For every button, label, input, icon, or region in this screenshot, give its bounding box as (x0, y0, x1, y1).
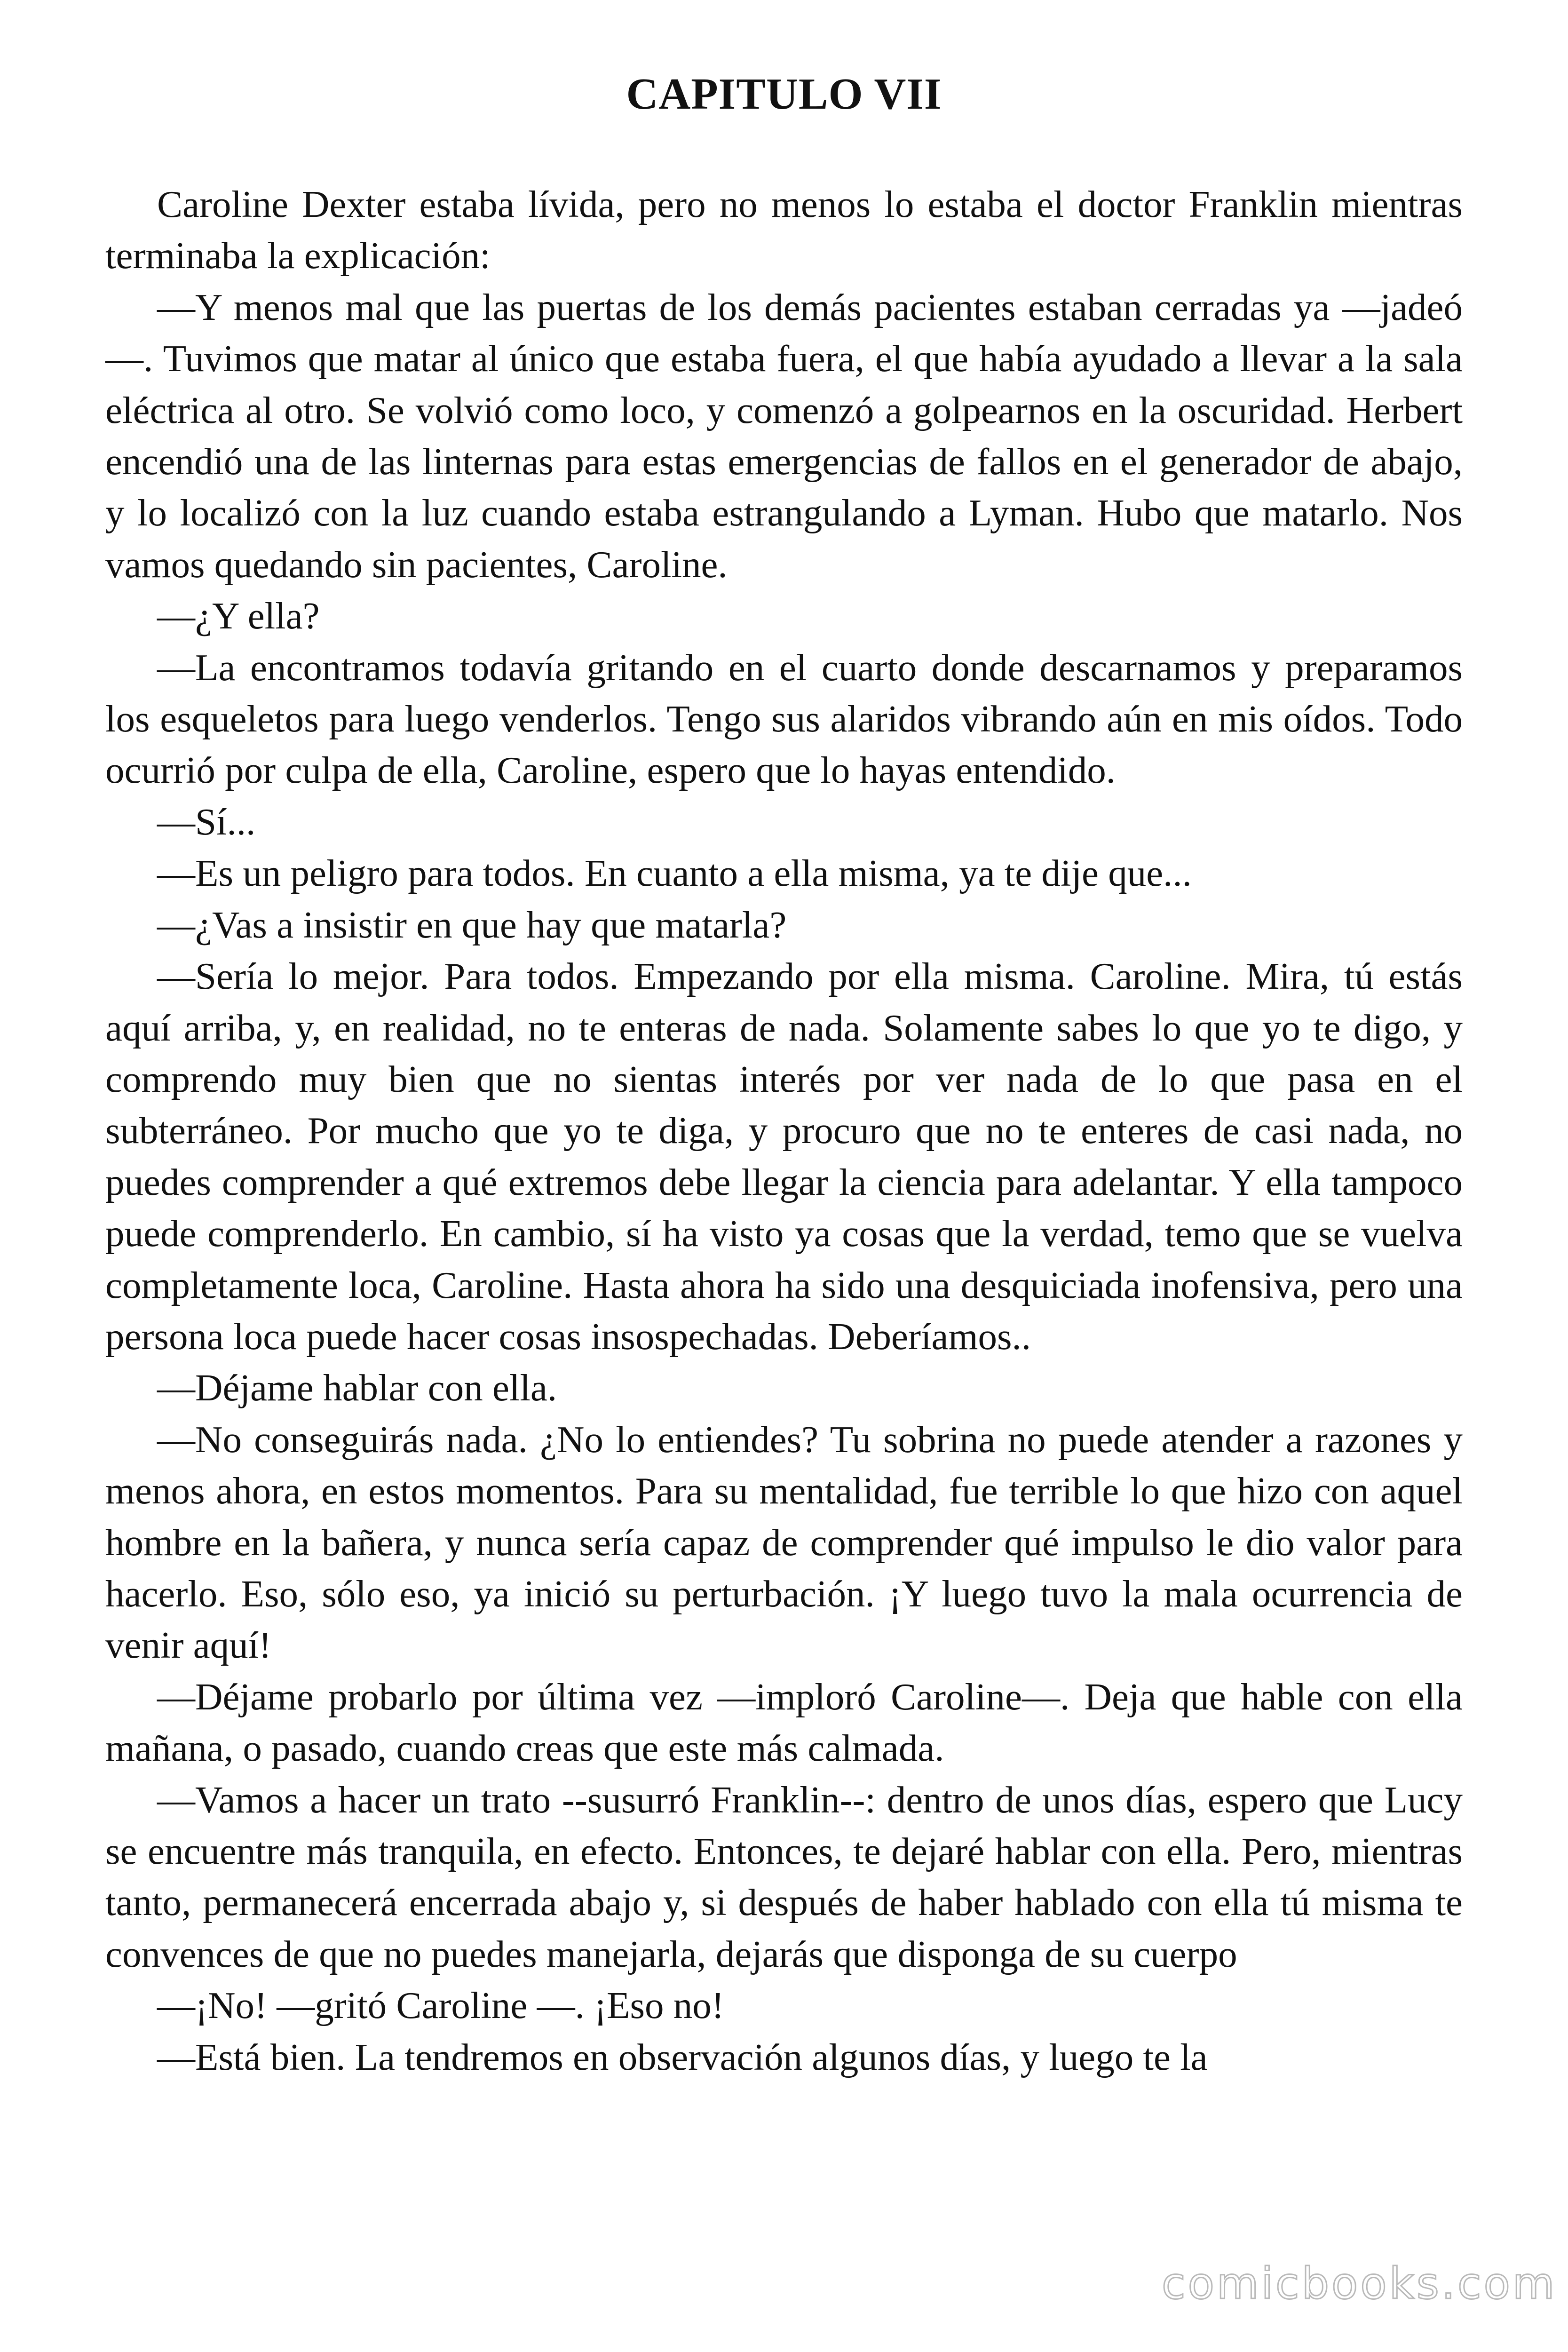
paragraph: —¿Vas a insistir en que hay que matarla? (157, 903, 787, 946)
paragraph: —¿Y ella? (157, 595, 320, 637)
paragraph: —La encontramos todavía gritando en el cuarto donde descarnamos y preparamos los esqueletos para luego venderlos. Tengo sus alaridos vibrando aún en mis oídos. Todo ocurrió por culpa de ella, Caroline, espero que lo hayas entendido. (105, 646, 1463, 792)
chapter-title: CAPITULO VII (626, 70, 942, 119)
watermark-logo: comicbooks.com (1162, 2258, 1557, 2309)
paragraph: —Sería lo mejor. Para todos. Empezando por ella misma. Caroline. Mira, tú estás aquí arriba, y, en realidad, no te enteras de nada. Solamente sabes lo que yo te digo, y comprendo muy bien que no sientas interés por ver nada de lo que pasa en el subterráneo. Por mucho que yo te diga, y procuro que no te enteres de casi nada, no puedes comprender a qué extremos debe llegar la ciencia para adelantar. Y ella tampoco puede comprenderlo. En cambio, sí ha visto ya cosas que la verdad, temo que se vuelva completamente loca, Caroline. Hasta ahora ha sido una desquiciada inofensiva, pero una persona loca puede hacer cosas insospechadas. Deberíamos.. (105, 955, 1463, 1358)
paragraph: —Y menos mal que las puertas de los demás pacientes estaban cerradas ya —jadeó—. Tuvimos que matar al único que estaba fuera, el que había ayudado a llevar a la sala eléctrica al otro. Se volvió como loco, y comenzó a golpearnos en la oscuridad. Herbert encendió una de las linternas para estas emergencias de fallos en el generador de abajo, y lo localizó con la luz cuando estaba estrangulando a Lyman. Hubo que matarlo. Nos vamos quedando sin pacientes, Caroline. (105, 286, 1463, 586)
paragraph: —Vamos a hacer un trato --susurró Franklin--: dentro de unos días, espero que Lucy se encuentre más tranquila, en efecto. Entonces, te dejaré hablar con ella. Pero, mientras tanto, permanecerá encerrada abajo y, si después de haber hablado con ella tú misma te convences de que no puedes manejarla, dejarás que disponga de su cuerpo (105, 1778, 1463, 1975)
paragraph: Caroline Dexter estaba lívida, pero no menos lo estaba el doctor Franklin mientras terminaba la explicación: (105, 183, 1463, 277)
body-text (105, 179, 1463, 2083)
paragraph: —Es un peligro para todos. En cuanto a ella misma, ya te dije que... (157, 852, 1192, 895)
paragraph: —Déjame probarlo por última vez —imploró Caroline—. Deja que hable con ella mañana, o pasado, cuando creas que este más calmada. (105, 1675, 1463, 1770)
paragraph: —No conseguirás nada. ¿No lo entiendes? Tu sobrina no puede atender a razones y menos ahora, en estos momentos. Para su mentalidad, fue terrible lo que hizo con aquel hombre en la bañera, y nunca sería capaz de comprender qué impulso le dio valor para hacerlo. Eso, sólo eso, ya inició su perturbación. ¡Y luego tuvo la mala ocurrencia de venir aquí! (105, 1418, 1463, 1667)
paragraph: —Déjame hablar con ella. (157, 1367, 557, 1409)
paragraph: —¡No! —gritó Caroline —. ¡Eso no! (157, 1984, 724, 2027)
paragraph: —Está bien. La tendremos en observación algunos días, y luego te la (157, 2035, 1208, 2078)
paragraph: —Sí... (157, 800, 256, 843)
